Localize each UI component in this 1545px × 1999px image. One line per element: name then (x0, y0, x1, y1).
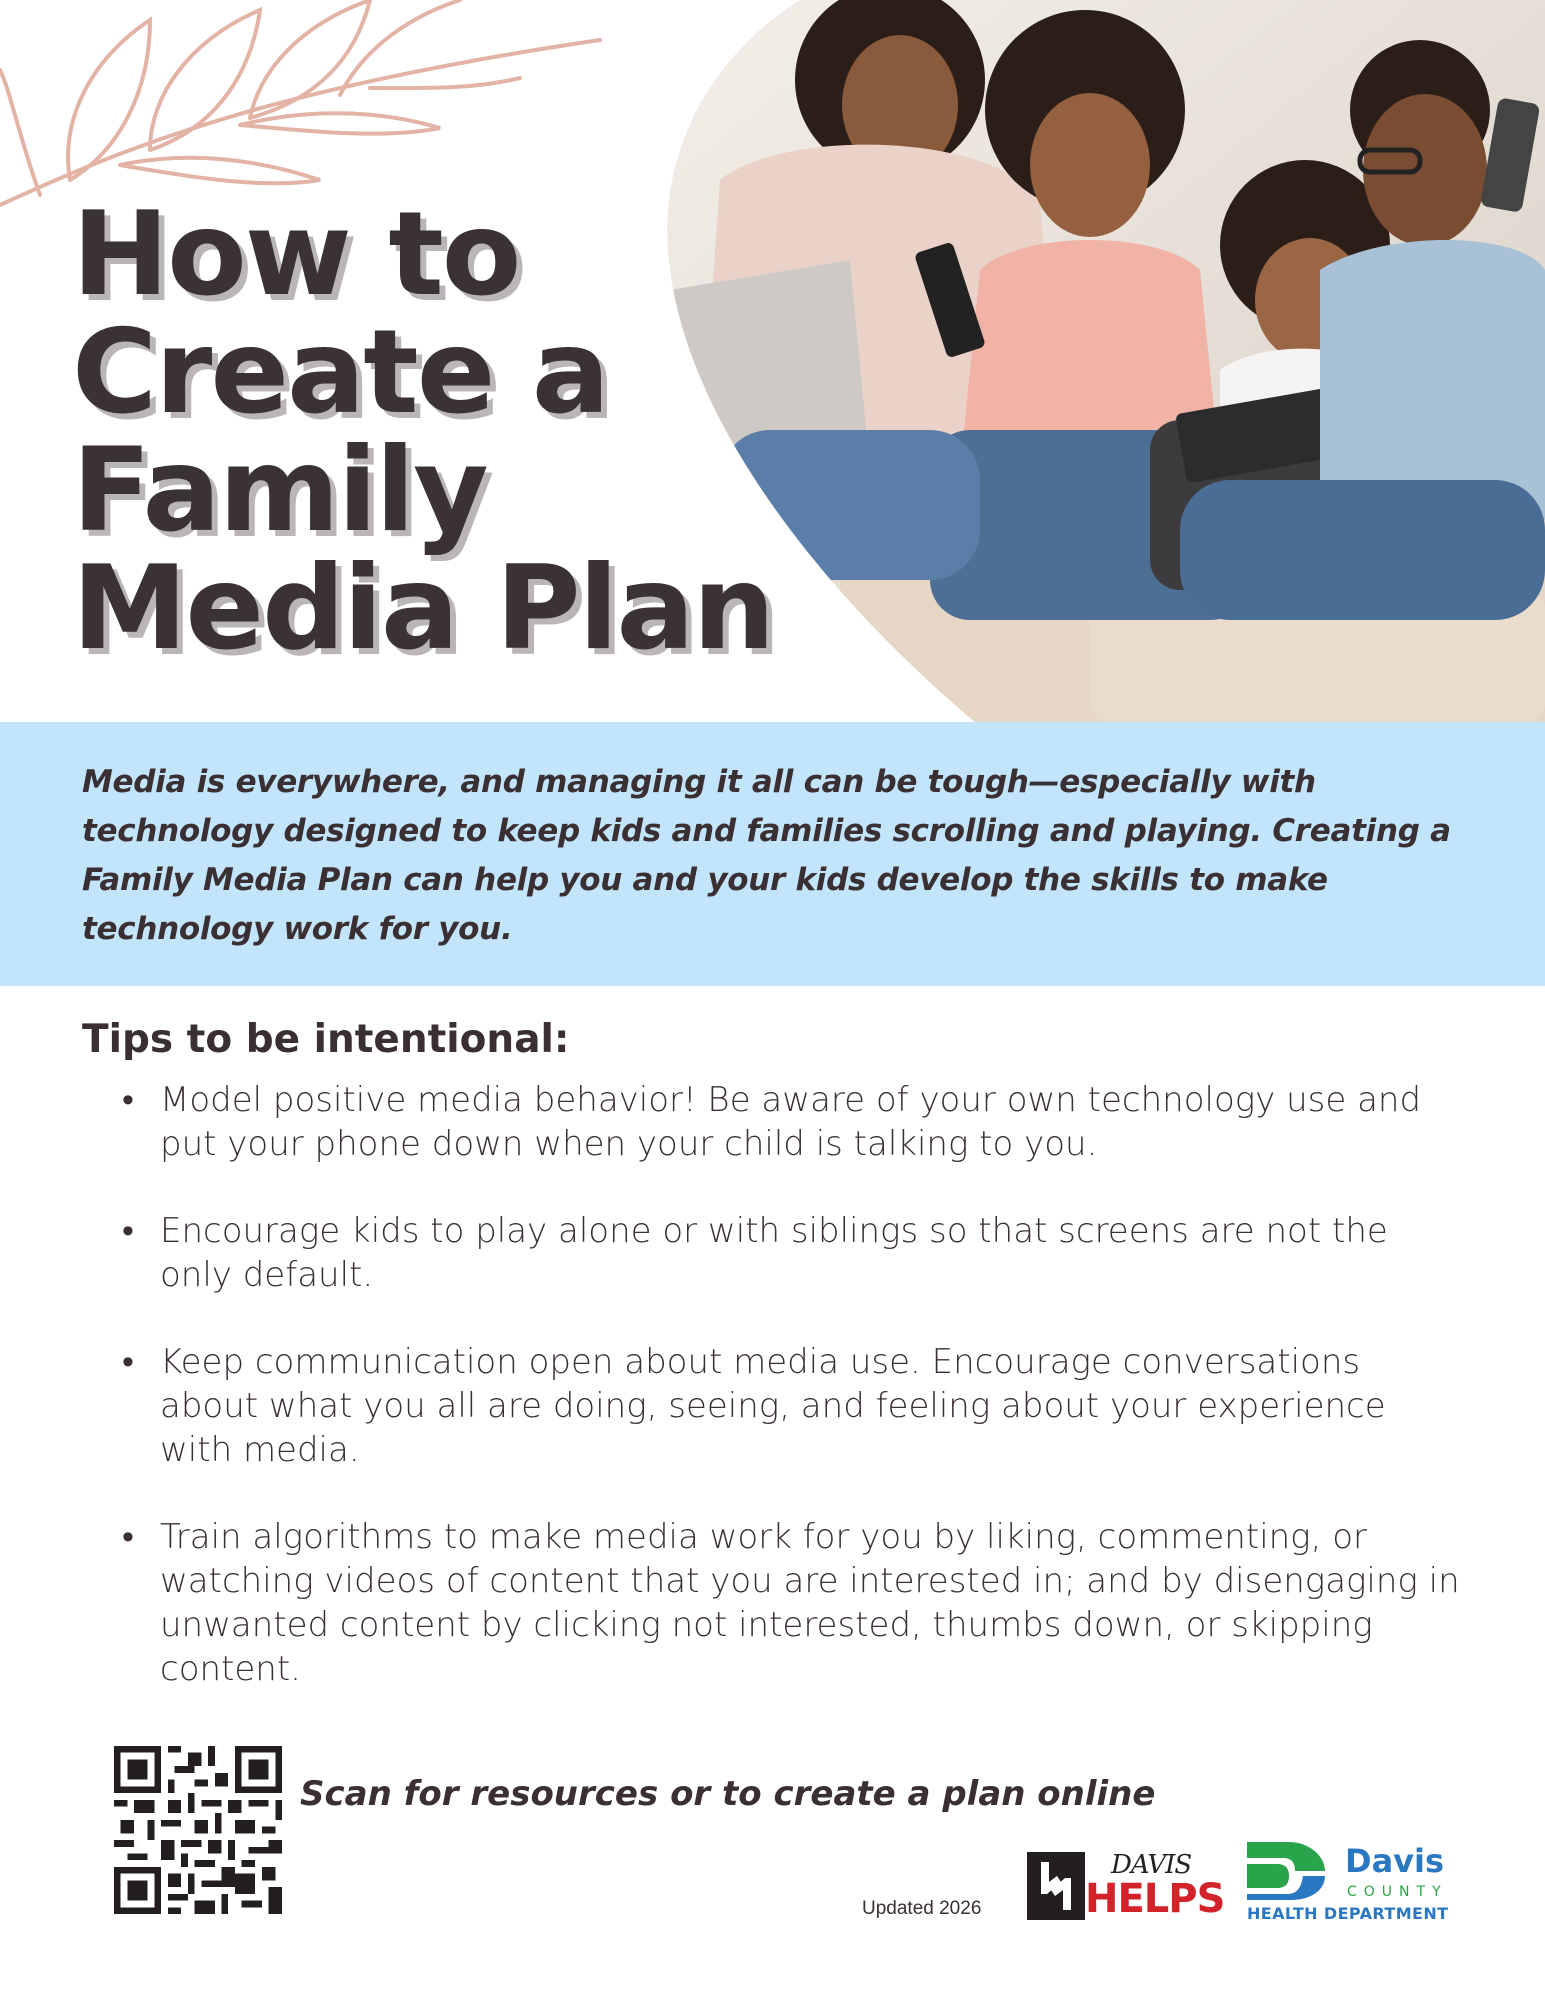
dchd-mark-icon (1247, 1842, 1327, 1900)
list-item (122, 1078, 1462, 1166)
tips-heading: Tips to be intentional: (82, 1017, 570, 1062)
hands-icon (1027, 1852, 1085, 1920)
bullet-icon: • (122, 1342, 134, 1382)
scan-text: Scan for resources or to create a plan online (300, 1774, 1156, 1814)
updated-text: Updated 2026 (862, 1898, 982, 1919)
title-line: How to (72, 187, 520, 322)
dept-label: HEALTH DEPARTMENT (1247, 1904, 1449, 1923)
bullet-icon: • (122, 1211, 134, 1251)
dept-county: COUNTY (1347, 1884, 1448, 1900)
intro-text: Media is everywhere, and managing it all can be tough—especially with technology designed to keep kids and families scrolling and playing. Creating a Family Media Plan can help you and your kids develop the skills to make technology work for you. (82, 764, 1451, 947)
list-item (122, 1515, 1462, 1691)
list-item (122, 1340, 1462, 1472)
davis-helps-logo (1027, 1850, 1225, 1922)
page-title (72, 187, 972, 676)
list-item (122, 1209, 1462, 1297)
dept-name: Davis (1345, 1842, 1445, 1880)
davis-helps-top: DAVIS (1111, 1850, 1192, 1880)
title-line: Family (72, 423, 487, 558)
tip-text: Train algorithms to make media work for you by liking, commenting, or watching videos of content that you are interested in; and by disengaging in unwanted content by clicking not interested, thumbs down, or skipping content. (160, 1517, 1460, 1689)
title-line: Media Plan (72, 541, 774, 676)
qr-code-icon[interactable] (114, 1746, 282, 1914)
tip-text: Encourage kids to play alone or with siblings so that screens are not the only default. (160, 1211, 1388, 1295)
tips-list (122, 1078, 1462, 1734)
bullet-icon: • (122, 1517, 134, 1557)
tip-text: Model positive media behavior! Be aware of your own technology use and put your phone down when your child is talking to you. (160, 1080, 1422, 1164)
health-department-logo (1247, 1842, 1467, 1926)
davis-helps-bottom: HELPS (1085, 1876, 1225, 1922)
title-line: Create a (72, 305, 609, 440)
intro-banner (0, 722, 1545, 986)
tip-text: Keep communication open about media use. Encourage conversations about what you all are doing, seeing, and feeling about your experience with media. (160, 1342, 1386, 1470)
bullet-icon: • (122, 1080, 134, 1120)
